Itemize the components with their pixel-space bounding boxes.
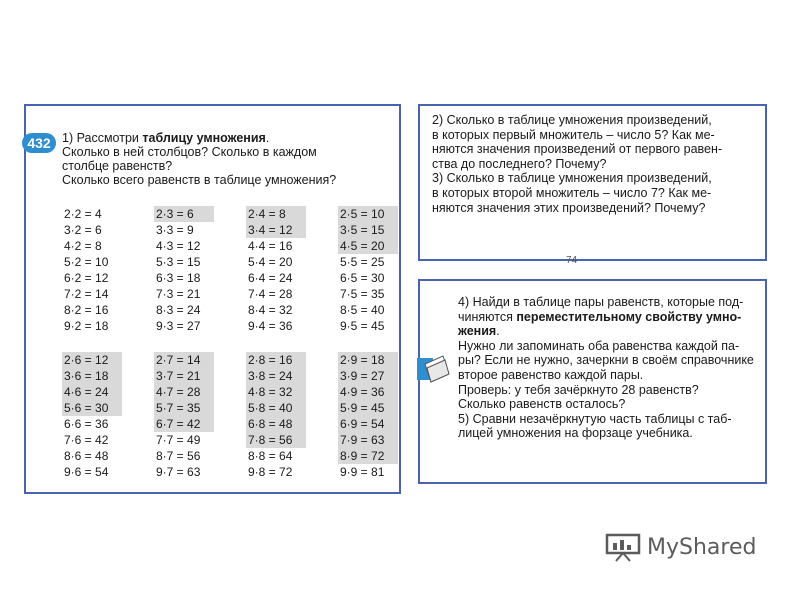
q4-line-3: . xyxy=(496,324,500,339)
table-equation: 7·5 = 35 xyxy=(340,287,385,301)
question-line: 5) Сравни незачёркнутую часть таблицы с таб- xyxy=(458,411,732,426)
question-line: няются значения этих произведений? Почему? xyxy=(432,200,706,215)
table-equation: 5·4 = 20 xyxy=(248,255,293,269)
table-equation: 6·6 = 36 xyxy=(64,417,109,431)
table-equation: 3·4 = 12 xyxy=(246,222,306,238)
table-equation: 7·8 = 56 xyxy=(246,432,306,448)
table-equation: 6·8 = 48 xyxy=(246,416,306,432)
table-equation: 4·4 = 16 xyxy=(248,239,293,253)
table-equation: 8·3 = 24 xyxy=(156,303,201,317)
questions-4-5-panel xyxy=(418,279,767,484)
table-equation: 8·8 = 64 xyxy=(248,449,293,463)
myshared-logo xyxy=(605,532,756,562)
table-equation: 3·3 = 9 xyxy=(156,223,194,237)
table-equation: 5·3 = 15 xyxy=(156,255,201,269)
question-line: ства до последнего? Почему? xyxy=(432,156,607,171)
question-line: в которых первый множитель – число 5? Как ме- xyxy=(432,127,715,142)
table-equation: 7·9 = 63 xyxy=(338,432,398,448)
table-equation: 2·3 = 6 xyxy=(154,206,214,222)
table-equation: 4·7 = 28 xyxy=(154,384,214,400)
q4-line-2: чиняются xyxy=(458,309,517,324)
table-equation: 2·5 = 10 xyxy=(338,206,398,222)
table-column xyxy=(62,206,122,334)
question-line: няются значения произведений от первого равен- xyxy=(432,142,723,157)
table-equation: 7·7 = 49 xyxy=(156,433,201,447)
table-equation: 7·6 = 42 xyxy=(64,433,109,447)
table-equation: 5·6 = 30 xyxy=(62,400,122,416)
question-line: 2) Сколько в таблице умножения произведений, xyxy=(432,113,712,127)
table-equation: 4·8 = 32 xyxy=(246,384,306,400)
table-equation: 2·8 = 16 xyxy=(246,352,306,368)
table-equation: 6·3 = 18 xyxy=(156,271,201,285)
table-equation: 5·9 = 45 xyxy=(338,400,398,416)
table-equation: 3·6 = 18 xyxy=(62,368,122,384)
intro-bold: таблицу умножения xyxy=(142,131,266,145)
table-equation: 8·6 = 48 xyxy=(64,449,109,463)
table-equation: 9·6 = 54 xyxy=(64,465,109,479)
table-equation: 7·2 = 14 xyxy=(64,287,109,301)
exercise-432-panel xyxy=(24,104,401,494)
table-equation: 6·7 = 42 xyxy=(154,416,214,432)
table-equation: 4·6 = 24 xyxy=(62,384,122,400)
question-line: в которых второй множитель – число 7? Как ме- xyxy=(432,185,712,200)
question-line: второе равенство каждой пары. xyxy=(458,367,644,382)
table-equation: 8·4 = 32 xyxy=(248,303,293,317)
table-equation: 5·7 = 35 xyxy=(154,400,214,416)
question-line: лицей умножения на форзаце учебника. xyxy=(458,426,693,441)
table-equation: 5·8 = 40 xyxy=(246,400,306,416)
table-equation: 7·4 = 28 xyxy=(248,287,293,301)
intro-prefix: 1) Рассмотри xyxy=(62,131,143,145)
table-equation: 4·9 = 36 xyxy=(338,384,398,400)
questions-2-3-text xyxy=(432,113,760,215)
table-column xyxy=(246,352,306,480)
table-equation: 4·3 = 12 xyxy=(156,239,201,253)
table-equation: 8·9 = 72 xyxy=(338,448,398,464)
table-equation: 9·2 = 18 xyxy=(64,319,109,333)
question-line: ры? Если не нужно, зачеркни в своём справочнике xyxy=(458,353,754,368)
table-equation: 9·4 = 36 xyxy=(248,319,293,333)
q4-line-2-bold: переместительному свойству умно- xyxy=(516,309,742,324)
presentation-board-icon xyxy=(605,532,641,562)
page-number: 74 xyxy=(566,255,578,266)
q4-line-1: 4) Найди в таблице пары равенств, которые под- xyxy=(458,295,744,309)
table-column xyxy=(338,206,398,334)
table-column xyxy=(62,352,122,480)
table-equation: 9·9 = 81 xyxy=(340,465,385,479)
table-equation: 6·2 = 12 xyxy=(64,271,109,285)
table-equation: 3·7 = 21 xyxy=(154,368,214,384)
table-equation: 5·2 = 10 xyxy=(64,255,109,269)
table-column xyxy=(338,352,398,480)
table-equation: 9·8 = 72 xyxy=(248,465,293,479)
table-equation: 6·9 = 54 xyxy=(338,416,398,432)
question-line: 3) Сколько в таблице умножения произведений, xyxy=(432,171,712,186)
table-equation: 2·4 = 8 xyxy=(246,206,306,222)
intro-line-2: Сколько в ней столбцов? Сколько в каждом xyxy=(62,145,317,159)
notebook-icon xyxy=(417,354,451,388)
table-equation: 8·2 = 16 xyxy=(64,303,109,317)
exercise-number-badge: 432 xyxy=(22,133,56,153)
table-equation: 3·2 = 6 xyxy=(64,223,102,237)
table-equation: 3·5 = 15 xyxy=(338,222,398,238)
table-equation: 2·9 = 18 xyxy=(338,352,398,368)
table-equation: 6·4 = 24 xyxy=(248,271,293,285)
intro-line-3: столбце равенств? xyxy=(62,159,173,173)
table-equation: 3·9 = 27 xyxy=(338,368,398,384)
q4-5-rest xyxy=(458,339,763,441)
intro-line-4: Сколько всего равенств в таблице умножения? xyxy=(62,173,337,187)
table-equation: 9·3 = 27 xyxy=(156,319,201,333)
table-equation: 9·5 = 45 xyxy=(340,319,385,333)
intro-suffix: . xyxy=(265,131,270,145)
table-equation: 2·6 = 12 xyxy=(62,352,122,368)
table-column xyxy=(246,206,306,334)
question-line: Проверь: у тебя зачёркнуто 28 равенств? xyxy=(458,382,699,397)
table-equation: 7·3 = 21 xyxy=(156,287,201,301)
watermark-text: MyShared xyxy=(647,534,757,560)
questions-2-3-panel xyxy=(418,104,767,261)
questions-4-5-text xyxy=(458,295,763,441)
question-line: Нужно ли запоминать оба равенства каждой па- xyxy=(458,338,740,353)
question-line: Сколько равенств осталось? xyxy=(458,397,626,412)
table-equation: 2·7 = 14 xyxy=(154,352,214,368)
table-equation: 8·5 = 40 xyxy=(340,303,385,317)
table-equation: 5·5 = 25 xyxy=(340,255,385,269)
table-column xyxy=(154,352,214,480)
table-equation: 3·8 = 24 xyxy=(246,368,306,384)
table-equation: 8·7 = 56 xyxy=(156,449,201,463)
table-equation: 6·5 = 30 xyxy=(340,271,385,285)
table-equation: 4·2 = 8 xyxy=(64,239,102,253)
table-equation: 4·5 = 20 xyxy=(338,238,398,254)
table-equation: 9·7 = 63 xyxy=(156,465,201,479)
exercise-intro xyxy=(62,131,396,187)
table-column xyxy=(154,206,214,334)
q4-line-3-bold: жения xyxy=(458,324,497,339)
table-equation: 2·2 = 4 xyxy=(64,207,102,221)
